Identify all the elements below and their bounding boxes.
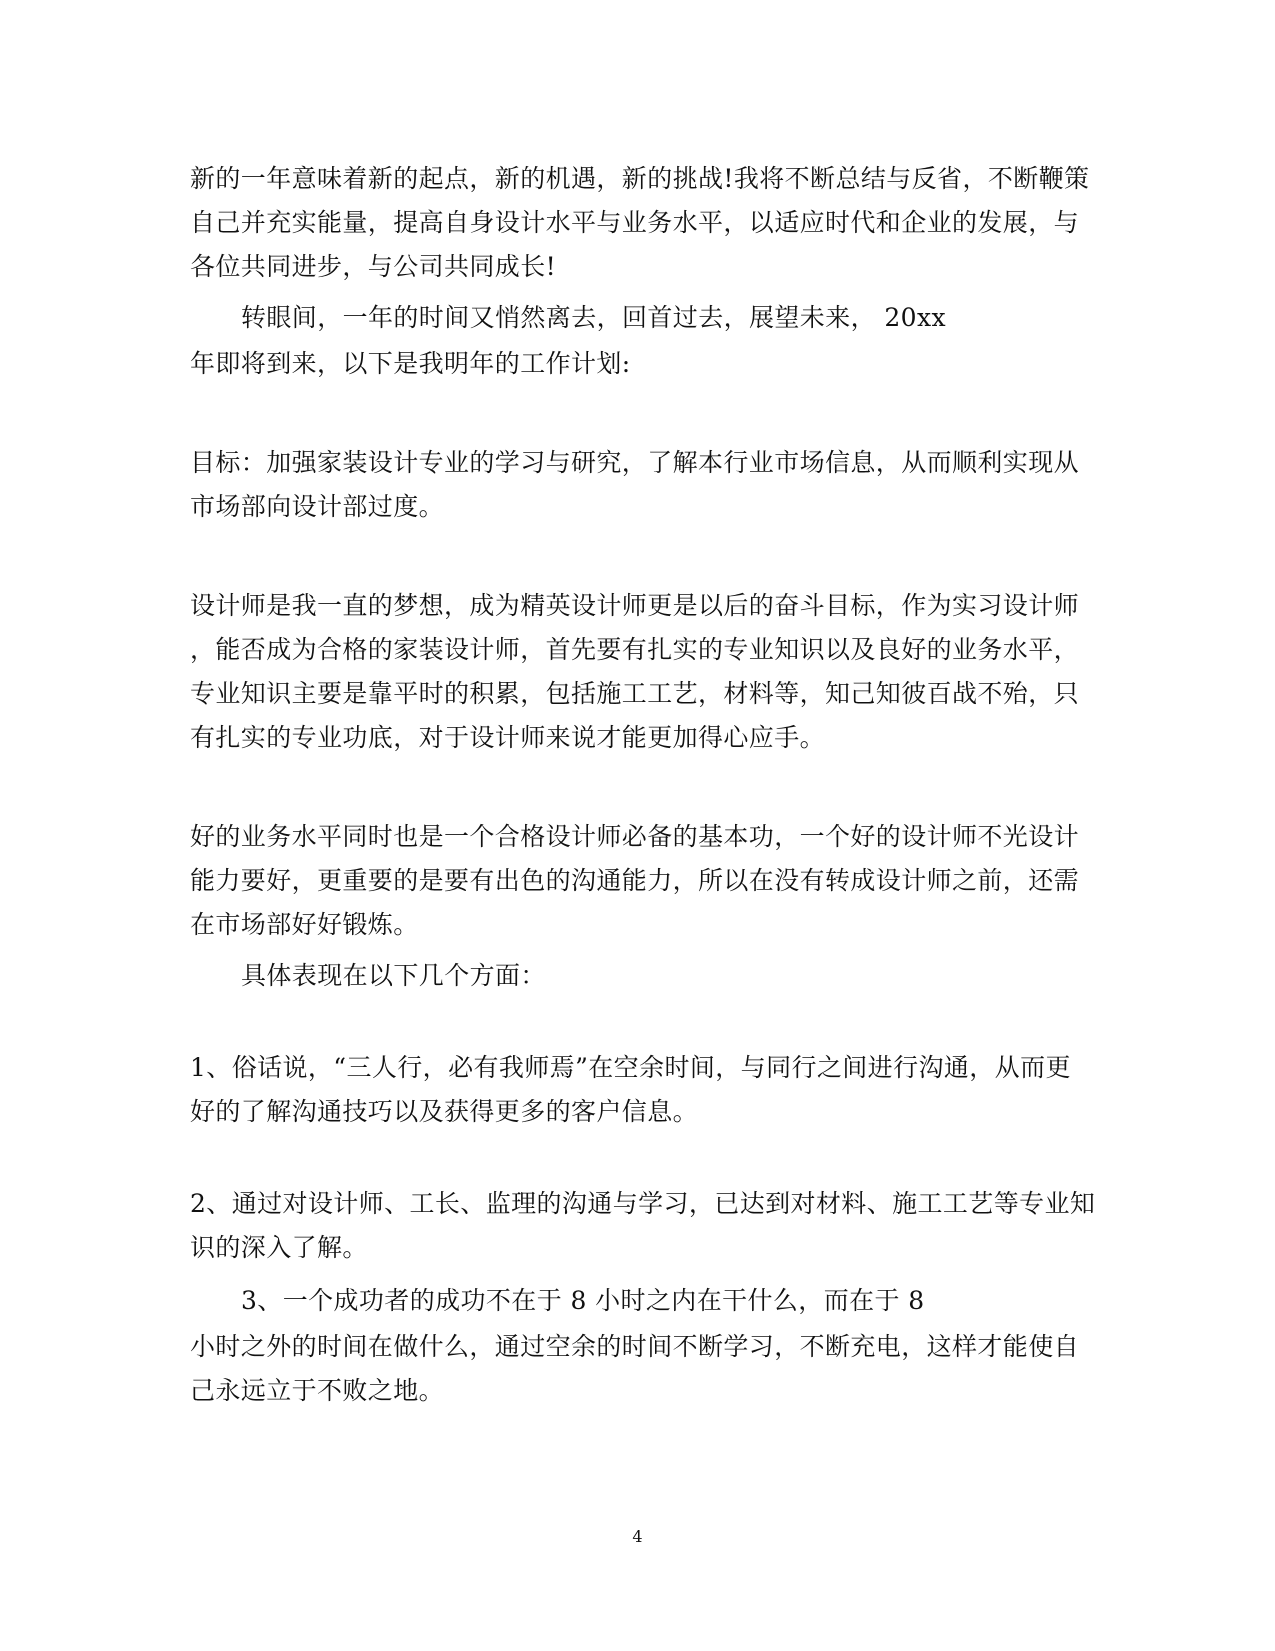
text-line: 自己并充实能量，提高自身设计水平与业务水平，以适应时代和企业的发展，与 xyxy=(190,208,1080,237)
text-line: 己永远立于不败之地。 xyxy=(190,1376,445,1405)
text-line: 1、俗话说，“三人行，必有我师焉”在空余时间，与同行之间进行沟通，从而更 xyxy=(190,1053,1071,1082)
text-line: 小时之外的时间在做什么，通过空余的时间不断学习，不断充电，这样才能使自 xyxy=(190,1332,1080,1361)
text-line: 好的业务水平同时也是一个合格设计师必备的基本功，一个好的设计师不光设计 xyxy=(190,822,1080,851)
text-line: 有扎实的专业功底，对于设计师来说才能更加得心应手。 xyxy=(190,723,826,752)
text-line: 识的深入了解。 xyxy=(190,1233,368,1262)
text-line: 新的一年意味着新的起点，新的机遇，新的挑战!我将不断总结与反省，不断鞭策 xyxy=(190,164,1090,193)
text-line: 2、通过对设计师、工长、监理的沟通与学习，已达到对材料、施工工艺等专业知 xyxy=(190,1189,1096,1218)
text-line: 好的了解沟通技巧以及获得更多的客户信息。 xyxy=(190,1097,699,1126)
text-line: 专业知识主要是靠平时的积累，包括施工工艺，材料等，知己知彼百战不殆，只 xyxy=(190,679,1080,708)
text-line: 设计师是我一直的梦想，成为精英设计师更是以后的奋斗目标，作为实习设计师 xyxy=(190,591,1080,620)
text-line: 具体表现在以下几个方面： xyxy=(241,961,546,990)
text-line: ，能否成为合格的家装设计师，首先要有扎实的专业知识以及良好的业务水平， xyxy=(190,635,1080,664)
page-number: 4 xyxy=(632,1527,643,1546)
text-line: 市场部向设计部过度。 xyxy=(190,492,445,521)
text-line: 能力要好，更重要的是要有出色的沟通能力，所以在没有转成设计师之前，还需 xyxy=(190,866,1080,895)
text-line: 目标：加强家装设计专业的学习与研究，了解本行业市场信息，从而顺利实现从 xyxy=(190,448,1080,477)
text-line: 在市场部好好锻炼。 xyxy=(190,910,419,939)
text-line: 转眼间，一年的时间又悄然离去，回首过去，展望未来， 20xx xyxy=(241,303,946,332)
text-line: 3、一个成功者的成功不在于 8 小时之内在干什么，而在于 8 xyxy=(241,1286,925,1315)
text-line: 年即将到来，以下是我明年的工作计划: xyxy=(190,349,631,378)
text-line: 各位共同进步，与公司共同成长! xyxy=(190,252,557,281)
